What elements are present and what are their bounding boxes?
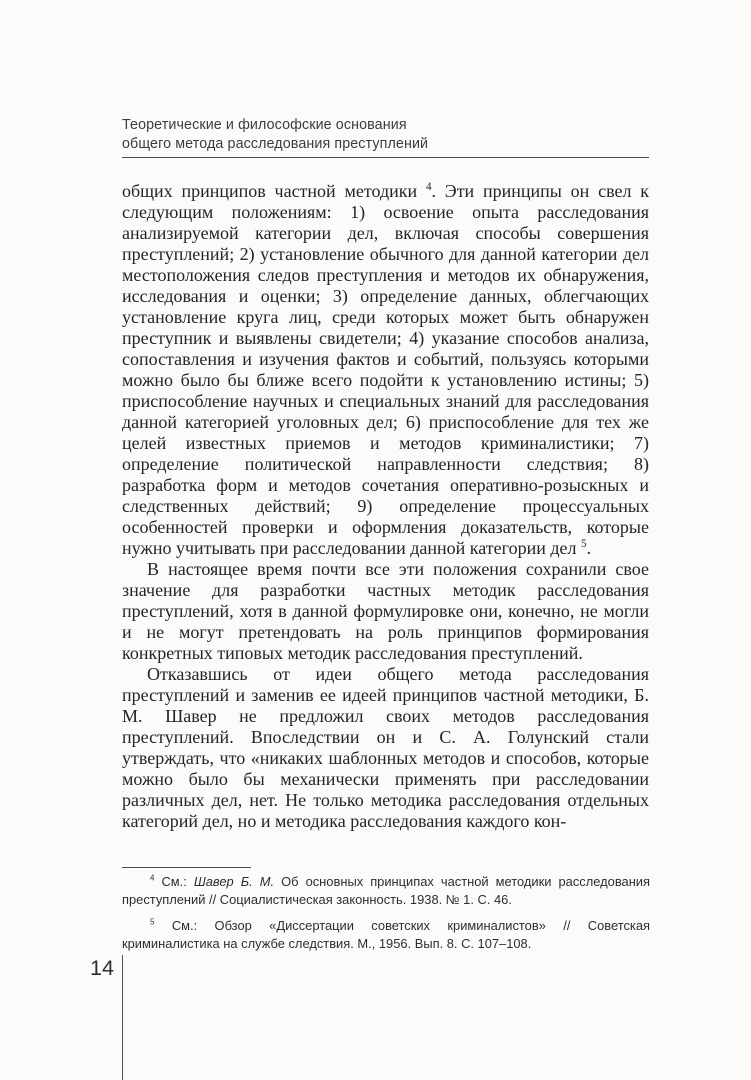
footnote: $^5$ См.: Обзор «Диссертации советских криминалистов» // Советская криминалистика на службе следствия. М., 1956. Вып. 8. С. 107–108.: [122, 917, 650, 951]
footnote: $^4$ См.: Шавер Б. М. Об основных принципах частной методики расследования преступлений // Социалистическая законность. 1938. № 1. С. 46.: [122, 873, 650, 907]
footnotes: [122, 873, 650, 952]
running-header-line2: общего метода расследования преступлений: [122, 136, 429, 152]
paragraph: Отказавшись от идеи общего метода расследования преступлений и заменив ее идеей принципов частной методики, Б. М. Шавер не предложил своих методов расследования преступлений. Впоследствии он и С. А. Голунский стали утверждать, что «никаких шаблонных методов и способов, которые можно было бы механически применять при расследовании различных дел, нет. Не только методика расследования отдельных категорий дел, но и методика расследования каждого кон-: [122, 664, 649, 831]
page-number: 14: [90, 956, 114, 980]
footnote-separator: [122, 867, 251, 868]
running-header-line1: Теоретические и философские основания: [122, 117, 407, 133]
paragraph: В настоящее время почти все эти положения сохранили свое значение для разработки частных методик расследования преступлений, хотя в данной формулировке они, конечно, не могли и не могут претендовать на роль принципов формирования конкретных типовых методик расследования преступлений.: [122, 559, 649, 663]
header-rule: [122, 157, 649, 158]
paragraph: общих принципов частной методики $^4$. Эти принципы он свел к следующим положениям: 1) освоение опыта расследования анализируемой категории дел, включая способы совершения преступлений; 2) установление обычного для данной категории дел местоположения следов преступления и методов их обнаружения, исследования и оценки; 3) определение данных, облегчающих установление круга лиц, среди которых может быть обнаружен преступник и выявлены свидетели; 4) указание способов анализа, сопоставления и изучения фактов и событий, пользуясь которыми можно было бы ближе всего подойти к установлению истины; 5) приспособление научных и специальных знаний для расследования данной категорией уголовных дел; 6) приспособление для тех же целей известных приемов и методов криминалистики; 7) определение политической направленности следствия; 8) разработка форм и методов сочетания оперативно-розыскных и следственных действий; 9) определение процессуальных особенностей проверки и оформления доказательств, которые нужно учитывать при расследовании данной категории дел $^5$.: [122, 181, 649, 558]
body-text: [122, 181, 649, 832]
footer-vertical-rule: [122, 955, 123, 1080]
running-header: [122, 116, 649, 154]
